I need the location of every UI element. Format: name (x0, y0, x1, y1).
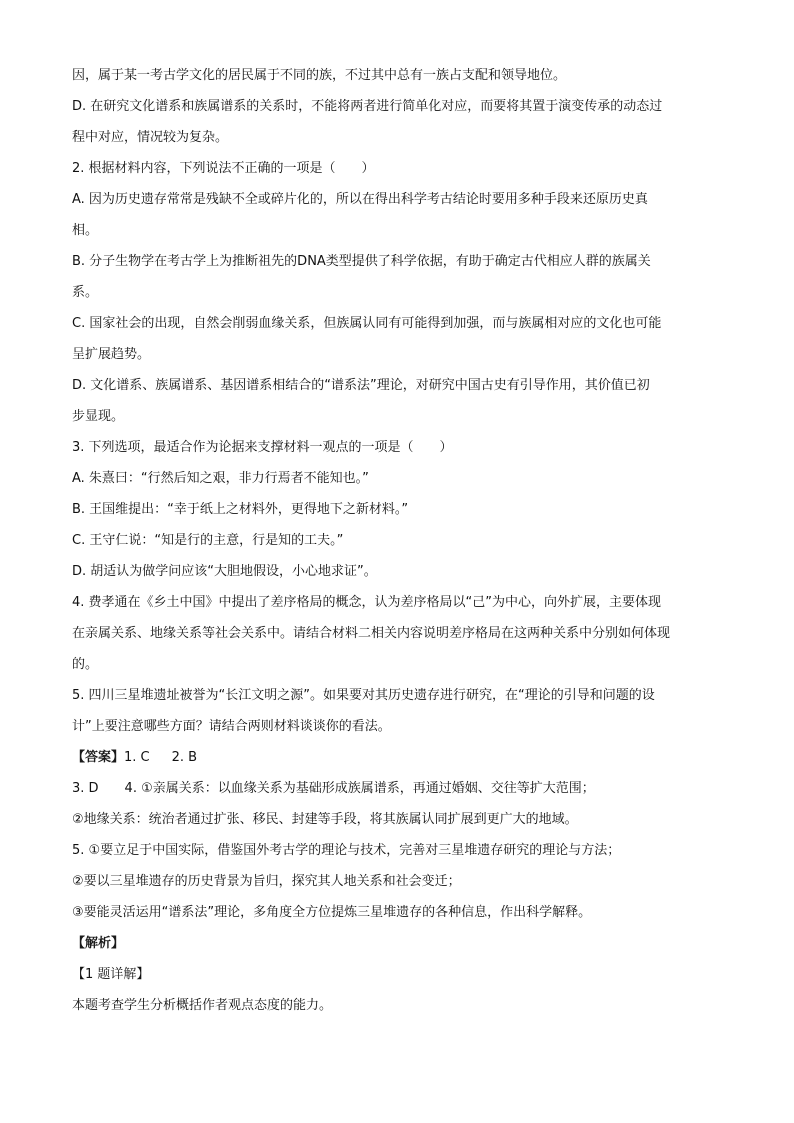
text-line: 因，属于某一考古学文化的居民属于不同的族，不过其中总有一族占支配和领导地位。 (72, 68, 567, 83)
text-line: 呈扩展趋势。 (72, 347, 151, 362)
text-line: 程中对应，情况较为复杂。 (72, 130, 229, 145)
question-5: 5. 四川三星堆遗址被誉为“长江文明之源”。如果要对其历史遗存进行研究，在“理论的引导和问题的设 (72, 688, 655, 703)
analysis-text: 本题考查学生分析概括作者观点态度的能力。 (72, 998, 333, 1013)
answer-line: ②地缘关系：统治者通过扩张、移民、封建等手段，将其族属认同扩展到更广大的地域。 (72, 812, 578, 827)
question-2: 2. 根据材料内容，下列说法不正确的一项是（ ） (72, 161, 375, 176)
option-c-line: C. 国家社会的出现，自然会削弱血缘关系，但族属认同有可能得到加强，而与族属相对应的文化也可能 (72, 316, 662, 331)
text-line: 步显现。 (72, 409, 125, 424)
answer-1: 1. C (124, 750, 150, 765)
answer-label: 【答案】 (72, 750, 125, 765)
question-4: 4. 费孝通在《乡土中国》中提出了差序格局的概念，认为差序格局以“己”为中心，向外扩展，主要体现 (72, 595, 662, 610)
option-b-line: B. 王国维提出：“幸于纸上之材料外，更得地下之新材料。” (72, 502, 409, 517)
text-line: 的。 (72, 657, 99, 672)
document-page (72, 60, 728, 1021)
text-line: 系。 (72, 285, 99, 300)
answer-line: 3. D 4. ①亲属关系：以血缘关系为基础形成族属谱系，再通过婚姻、交往等扩大范围； (72, 781, 595, 796)
option-c-line: C. 王守仁说：“知是行的主意，行是知的工夫。” (72, 533, 344, 548)
analysis-heading (72, 928, 728, 959)
text-line: 计”上要注意哪些方面？请结合两则材料谈谈你的看法。 (72, 719, 391, 734)
option-b-line: B. 分子生物学在考古学上为推断祖先的DNA类型提供了科学依据，有助于确定古代相应人群的族属关 (72, 254, 651, 269)
option-a-line: A. 朱熹曰：“行然后知之艰，非力行焉者不能知也。” (72, 471, 369, 486)
option-d-line: D. 胡适认为做学问应该“大胆地假设，小心地求证”。 (72, 564, 377, 579)
answer-line: 5. ①要立足于中国实际，借鉴国外考古学的理论与技术，完善对三星堆遗存研究的理论与方法； (72, 843, 621, 858)
answer-line: ③要能灵活运用“谱系法”理论，多角度全方位提炼三星堆遗存的各种信息，作出科学解释。 (72, 905, 592, 920)
option-a-line: A. 因为历史遗存常常是残缺不全或碎片化的，所以在得出科学考古结论时要用多种手段来还原历史真 (72, 192, 648, 207)
question-3: 3. 下列选项，最适合作为论据来支撑材料一观点的一项是（ ） (72, 440, 453, 455)
analysis-label: 【解析】 (72, 936, 125, 951)
answer-heading-line (72, 742, 728, 773)
text-line: 在亲属关系、地缘关系等社会关系中。请结合材料二相关内容说明差序格局在这两种关系中分别如何体现 (72, 626, 671, 641)
answer-line: ②要以三星堆遗存的历史背景为旨归，探究其人地关系和社会变迁； (72, 874, 461, 889)
text-line: 相。 (72, 223, 99, 238)
analysis-subheading: 【1 题详解】 (72, 967, 150, 982)
option-d-line: D. 在研究文化谱系和族属谱系的关系时，不能将两者进行简单化对应，而要将其置于演变传承的动态过 (72, 99, 663, 114)
answer-2: 2. B (171, 750, 198, 765)
option-d-line: D. 文化谱系、族属谱系、基因谱系相结合的“谱系法”理论，对研究中国古史有引导作用，其价值已初 (72, 378, 650, 393)
